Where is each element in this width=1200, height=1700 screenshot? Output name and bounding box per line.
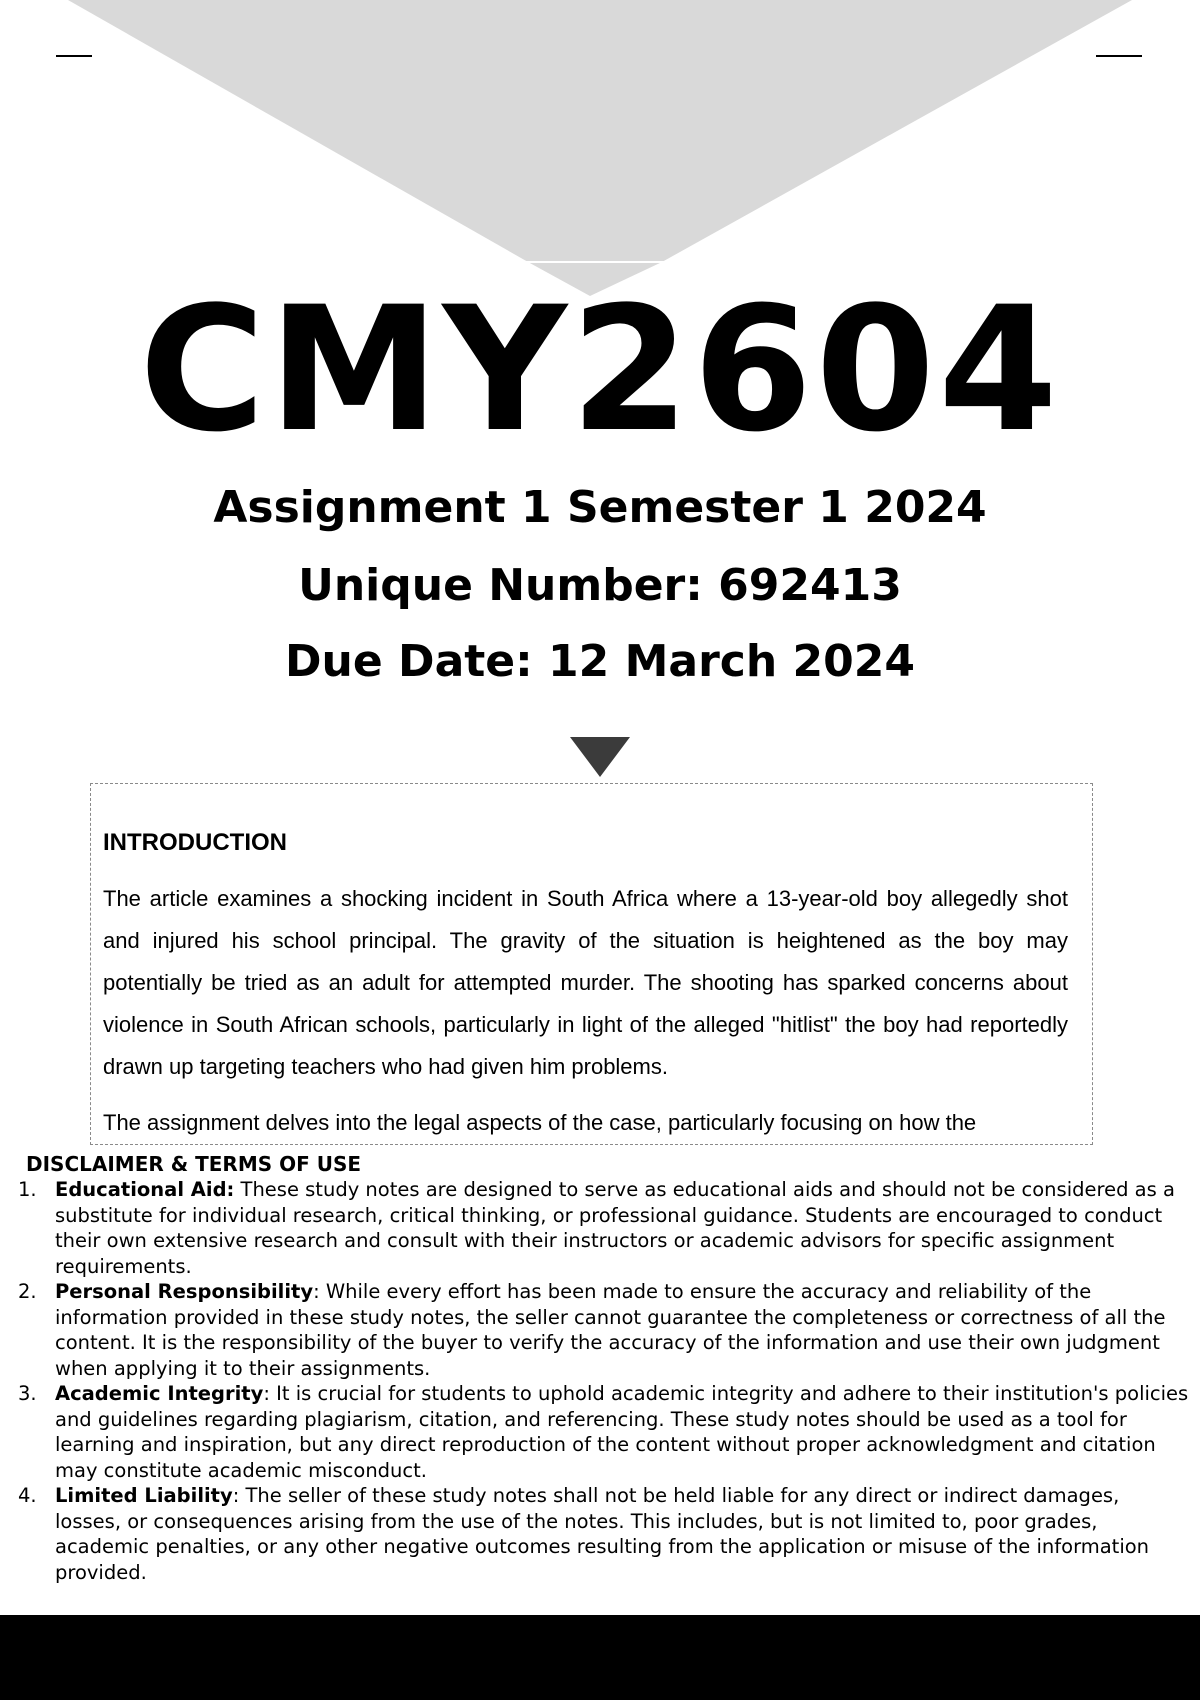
- disclaimer-item-text: : The seller of these study notes shall not be held liable for any direct or indirect damages, losses, or consequences arising from the use of the notes. This includes, but is not limited to, poor grades, academic penalties, or any other negative outcomes resulting from the application or misuse of the information provided.: [55, 1484, 1150, 1584]
- footer-bar: [0, 1615, 1200, 1700]
- unique-number: Unique Number: 692413: [298, 560, 902, 611]
- disclaimer-list: [14, 1177, 1189, 1585]
- introduction-paragraph-continued: The assignment delves into the legal aspects of the case, particularly focusing on how the: [103, 1110, 977, 1135]
- introduction-paragraph: The article examines a shocking incident in South Africa where a 13-year-old boy allegedly shot and injured his school principal. The gravity of the situation is heightened as the boy may potentially be tried as an adult for attempted murder. The shooting has sparked concerns about violence in South African schools, particularly in light of the alleged "hitlist" the boy had reportedly drawn up targeting teachers who had given him problems.: [103, 886, 1068, 1079]
- introduction-heading: INTRODUCTION: [103, 829, 287, 856]
- disclaimer-item-text: These study notes are designed to serve as educational aids and should not be considered as a substitute for individual research, critical thinking, or professional guidance. Students are encouraged to conduct their own extensive research and consult with their instructors or academic advisors for specific assignment requirements.: [55, 1178, 1175, 1278]
- disclaimer-item-term: Academic Integrity: [55, 1382, 264, 1405]
- disclaimer-item-term: Limited Liability: [55, 1484, 233, 1507]
- corner-mark-left: [56, 55, 92, 57]
- down-arrow-icon: [570, 737, 630, 777]
- disclaimer-item: [14, 1177, 1189, 1279]
- disclaimer-item-text: : It is crucial for students to uphold academic integrity and adhere to their institution's policies and guidelines regarding plagiarism, citation, and referencing. These study notes should be used as a tool for learning and inspiration, but any direct reproduction of the content without proper acknowledgment and citation may constitute academic misconduct.: [55, 1382, 1189, 1482]
- introduction-preview-box: [90, 783, 1093, 1145]
- disclaimer-item-number: 1.: [18, 1178, 37, 1201]
- banner-chevron: [68, 0, 1132, 296]
- disclaimer-item-number: 4.: [18, 1484, 37, 1507]
- cover-banner: [0, 0, 1200, 300]
- disclaimer-item-term: Personal Responsibility: [55, 1280, 314, 1303]
- disclaimer-item: [14, 1483, 1189, 1585]
- disclaimer-item: [14, 1381, 1189, 1483]
- disclaimer-title: DISCLAIMER & TERMS OF USE: [26, 1152, 362, 1176]
- disclaimer-item-term: Educational Aid:: [55, 1178, 235, 1201]
- disclaimer-item-number: 2.: [18, 1280, 37, 1303]
- disclaimer-item-text: : While every effort has been made to ensure the accuracy and reliability of the information provided in these study notes, the seller cannot guarantee the completeness or correctness of all the content. It is the responsibility of the buyer to verify the accuracy of the information and use their own judgment when applying it to their assignments.: [55, 1280, 1166, 1380]
- disclaimer-section: [14, 1151, 1189, 1585]
- course-code-title: CMY2604: [139, 269, 1061, 470]
- assignment-subtitle: Assignment 1 Semester 1 2024: [213, 482, 987, 533]
- disclaimer-item: [14, 1279, 1189, 1381]
- due-date: Due Date: 12 March 2024: [285, 636, 915, 687]
- corner-mark-right: [1096, 55, 1142, 57]
- disclaimer-item-number: 3.: [18, 1382, 37, 1405]
